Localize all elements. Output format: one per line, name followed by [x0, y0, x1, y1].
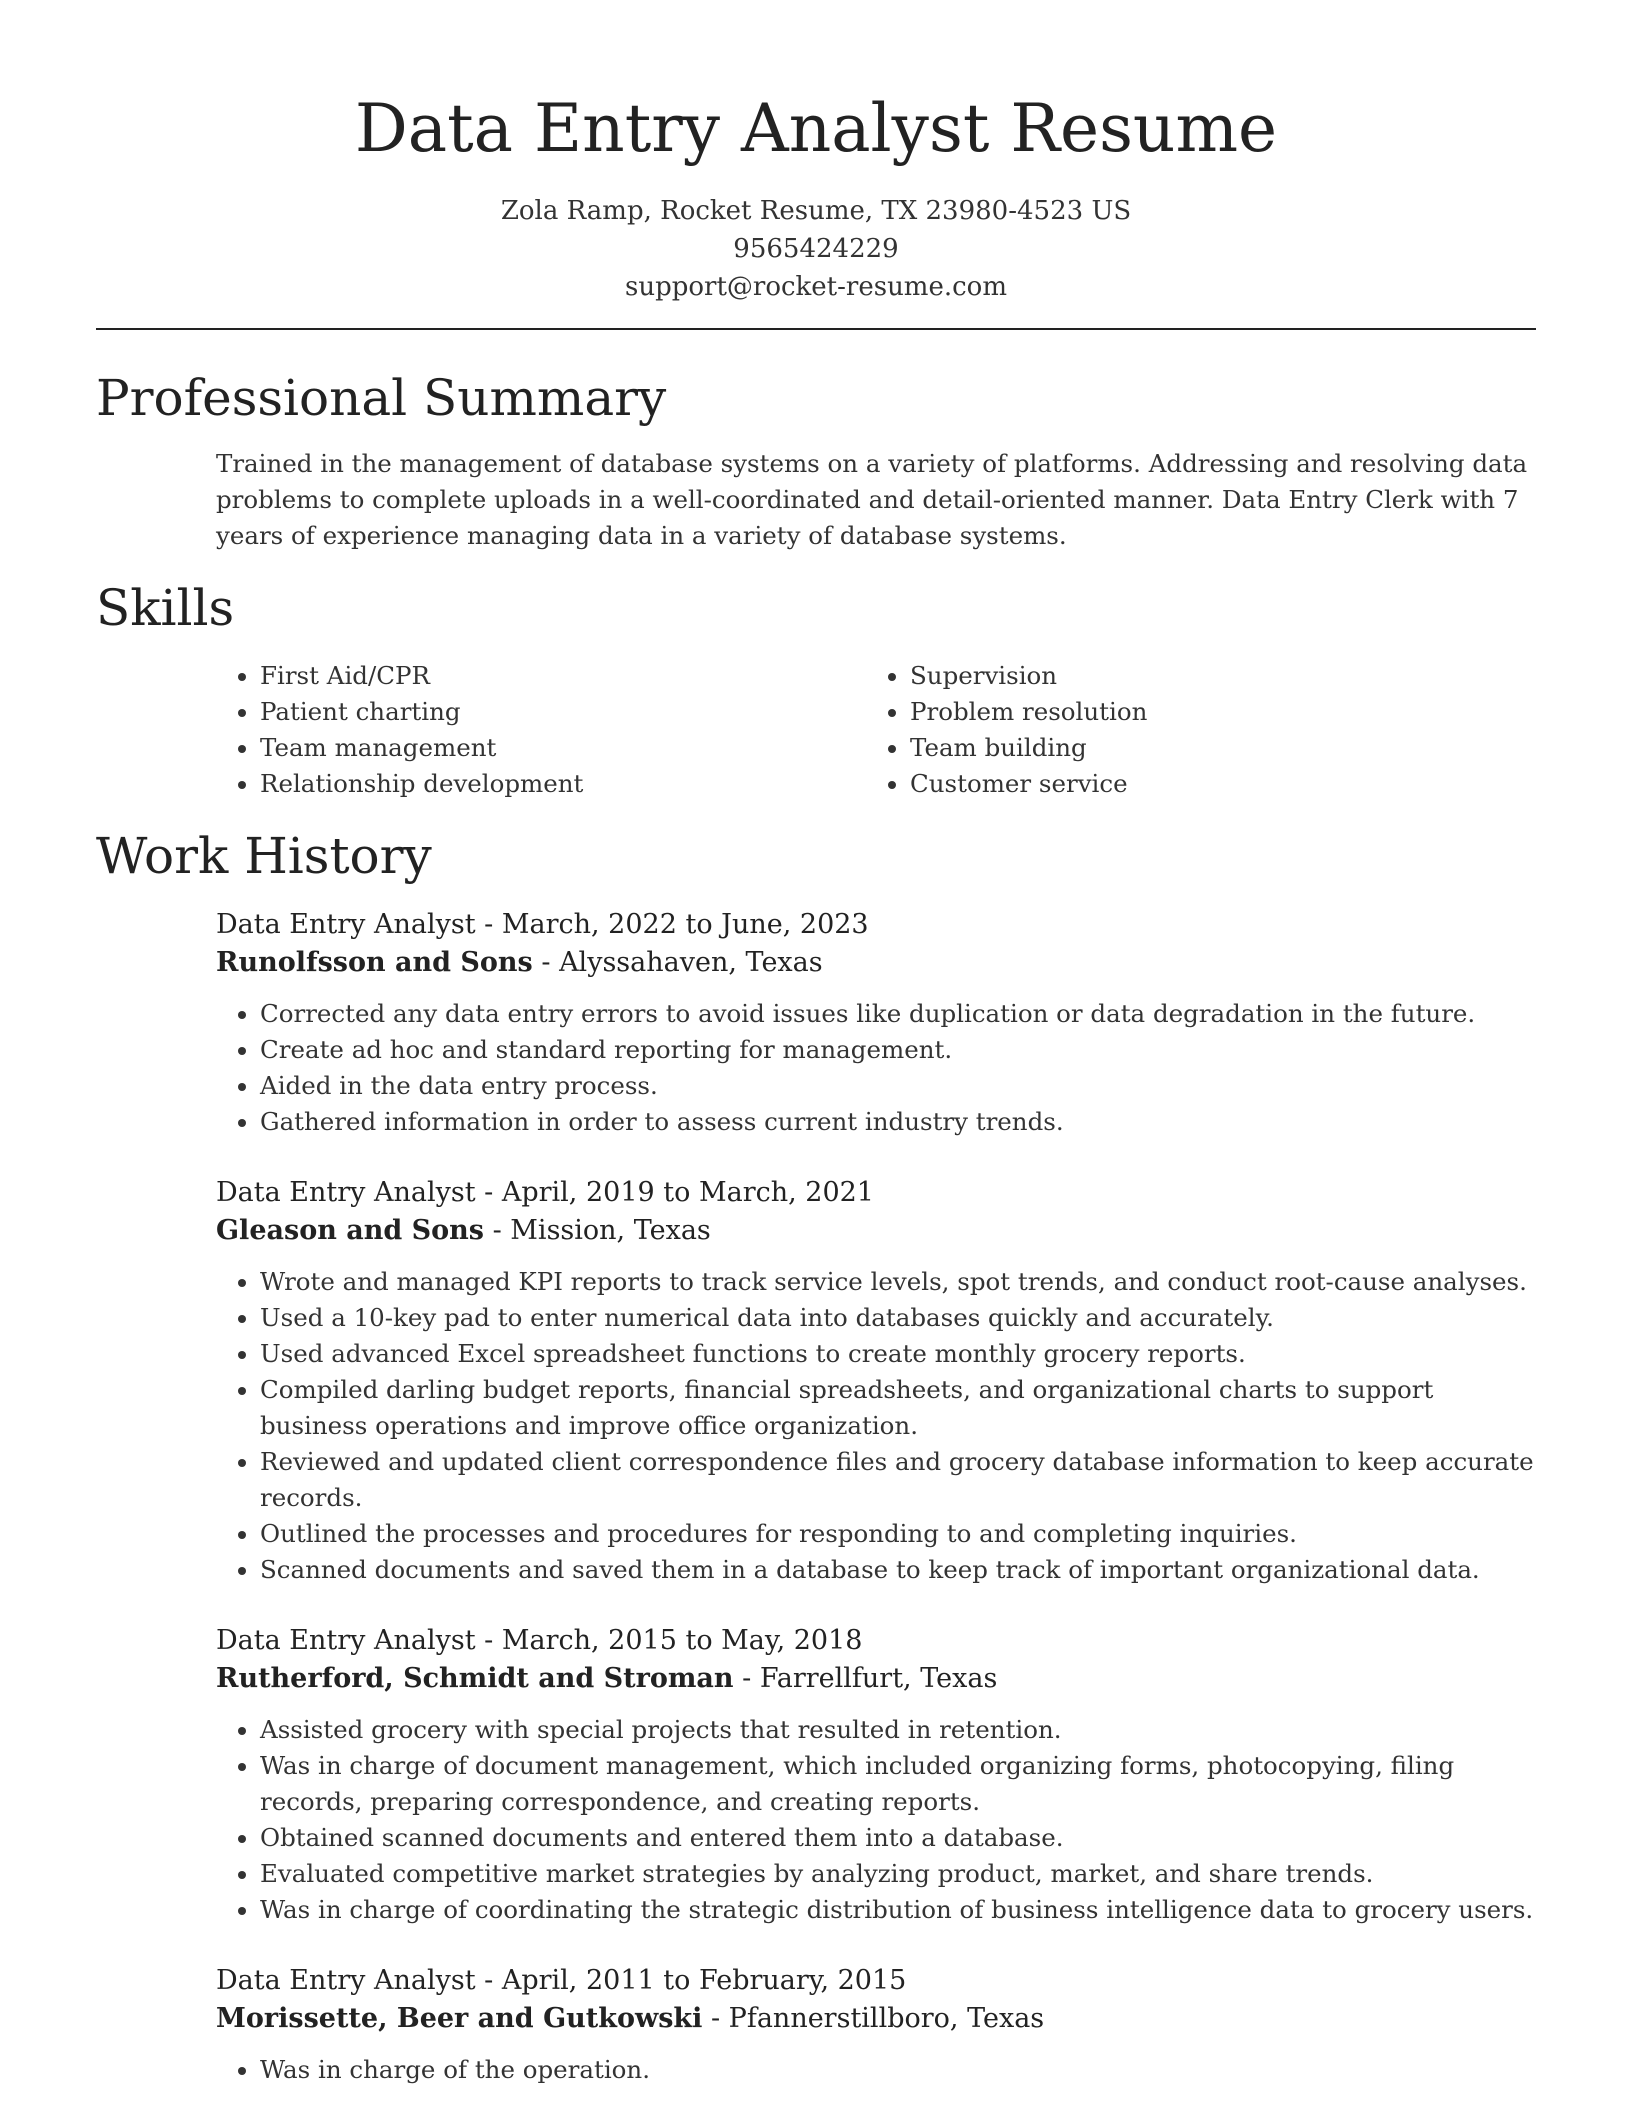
job-company-line: Gleason and Sons - Mission, Texas [216, 1215, 711, 1246]
job-title: Data Entry Analyst [216, 1177, 476, 1208]
job-bullet: • Corrected any data entry errors to avoid issues like duplication or data degradation in the future. [260, 996, 1536, 1032]
job-location: Farrellfurt, Texas [759, 1663, 998, 1694]
job-entry [216, 1962, 1536, 2088]
resume-header [96, 0, 1536, 306]
skill-item: • Customer service [910, 766, 1147, 802]
job-location: Alyssahaven, Texas [559, 947, 823, 978]
summary-text: Trained in the management of database systems on a variety of platforms. Addressing and resolving data problems to complete uploads in a well-coordinated and detail-oriented manner. Data Entry Clerk with 7 years of experience managing data in a variety of database systems. [216, 449, 1528, 550]
skill-item: • Team management [260, 730, 866, 766]
job-bullets [216, 996, 1536, 1140]
skills-heading: Skills [96, 579, 235, 637]
job-company: Gleason and Sons [216, 1215, 484, 1246]
skill-item: • Supervision [910, 658, 1147, 694]
job-bullet: • Outlined the processes and procedures for responding to and completing inquiries. [260, 1516, 1536, 1552]
job-dates: March, 2022 to June, 2023 [501, 909, 869, 940]
job-bullets [216, 2052, 1536, 2088]
job-bullet: • Reviewed and updated client correspondence files and grocery database information to keep accurate records. [260, 1444, 1536, 1516]
summary-heading: Professional Summary [96, 369, 667, 427]
skill-item: • Relationship development [260, 766, 866, 802]
job-bullets [216, 1712, 1536, 1928]
job-bullet: • Evaluated competitive market strategies by analyzing product, market, and share trends. [260, 1856, 1536, 1892]
job-entry [216, 906, 1536, 1140]
job-bullet: • Wrote and managed KPI reports to track service levels, spot trends, and conduct root-cause analyses. [260, 1264, 1536, 1300]
header-divider [96, 328, 1536, 330]
contact-email: support@rocket-resume.com [624, 272, 1007, 302]
job-bullet: • Assisted grocery with special projects that resulted in retention. [260, 1712, 1536, 1748]
skills-list [216, 658, 1536, 802]
job-bullet: • Was in charge of the operation. [260, 2052, 1536, 2088]
job-dates: April, 2011 to February, 2015 [501, 1965, 907, 1996]
job-entry [216, 1622, 1536, 1928]
job-company-line: Morissette, Beer and Gutkowski - Pfannerstillboro, Texas [216, 2003, 1045, 2034]
job-title-line: Data Entry Analyst - April, 2019 to March, 2021 [216, 1177, 874, 1208]
job-dates: March, 2015 to May, 2018 [501, 1625, 863, 1656]
job-company: Rutherford, Schmidt and Stroman [216, 1663, 734, 1694]
skill-item: • First Aid/CPR [260, 658, 866, 694]
job-entry [216, 1174, 1536, 1588]
job-title-line: Data Entry Analyst - April, 2011 to February, 2015 [216, 1965, 907, 1996]
skill-item: • Patient charting [260, 694, 866, 730]
job-bullets [216, 1264, 1536, 1588]
job-bullet: • Aided in the data entry process. [260, 1068, 1536, 1104]
skills-column-right [866, 658, 1147, 802]
skill-item: • Team building [910, 730, 1147, 766]
skill-item: • Problem resolution [910, 694, 1147, 730]
job-company-line: Runolfsson and Sons - Alyssahaven, Texas [216, 947, 823, 978]
job-bullet: • Obtained scanned documents and entered them into a database. [260, 1820, 1536, 1856]
skills-column-left [216, 658, 866, 802]
job-bullet: • Gathered information in order to assess current industry trends. [260, 1104, 1536, 1140]
contact-phone: 9565424229 [733, 234, 899, 264]
contact-address: Zola Ramp, Rocket Resume, TX 23980-4523 US [500, 196, 1132, 226]
job-bullet: • Used advanced Excel spreadsheet functions to create monthly grocery reports. [260, 1336, 1536, 1372]
job-bullet: • Used a 10-key pad to enter numerical data into databases quickly and accurately. [260, 1300, 1536, 1336]
job-company-line: Rutherford, Schmidt and Stroman - Farrellfurt, Texas [216, 1663, 998, 1694]
job-title-line: Data Entry Analyst - March, 2022 to June, 2023 [216, 909, 869, 940]
job-bullet: • Was in charge of coordinating the strategic distribution of business intelligence data to grocery users. [260, 1892, 1536, 1928]
job-bullet: • Scanned documents and saved them in a database to keep track of important organizational data. [260, 1552, 1536, 1588]
job-dates: April, 2019 to March, 2021 [501, 1177, 874, 1208]
job-location: Pfannerstillboro, Texas [728, 2003, 1045, 2034]
job-title: Data Entry Analyst [216, 1625, 476, 1656]
job-bullet: • Create ad hoc and standard reporting for management. [260, 1032, 1536, 1068]
job-bullet: • Compiled darling budget reports, financial spreadsheets, and organizational charts to support business operations and improve office organization. [260, 1372, 1536, 1444]
contact-info [96, 192, 1536, 306]
job-title-line: Data Entry Analyst - March, 2015 to May, 2018 [216, 1625, 863, 1656]
work-history-heading: Work History [96, 827, 432, 885]
job-bullet: • Was in charge of document management, which included organizing forms, photocopying, filing records, preparing correspondence, and creating reports. [260, 1748, 1536, 1820]
job-company: Runolfsson and Sons [216, 947, 533, 978]
page-title: Data Entry Analyst Resume [354, 90, 1278, 167]
job-location: Mission, Texas [510, 1215, 711, 1246]
job-title: Data Entry Analyst [216, 909, 476, 940]
job-title: Data Entry Analyst [216, 1965, 476, 1996]
job-company: Morissette, Beer and Gutkowski [216, 2003, 703, 2034]
